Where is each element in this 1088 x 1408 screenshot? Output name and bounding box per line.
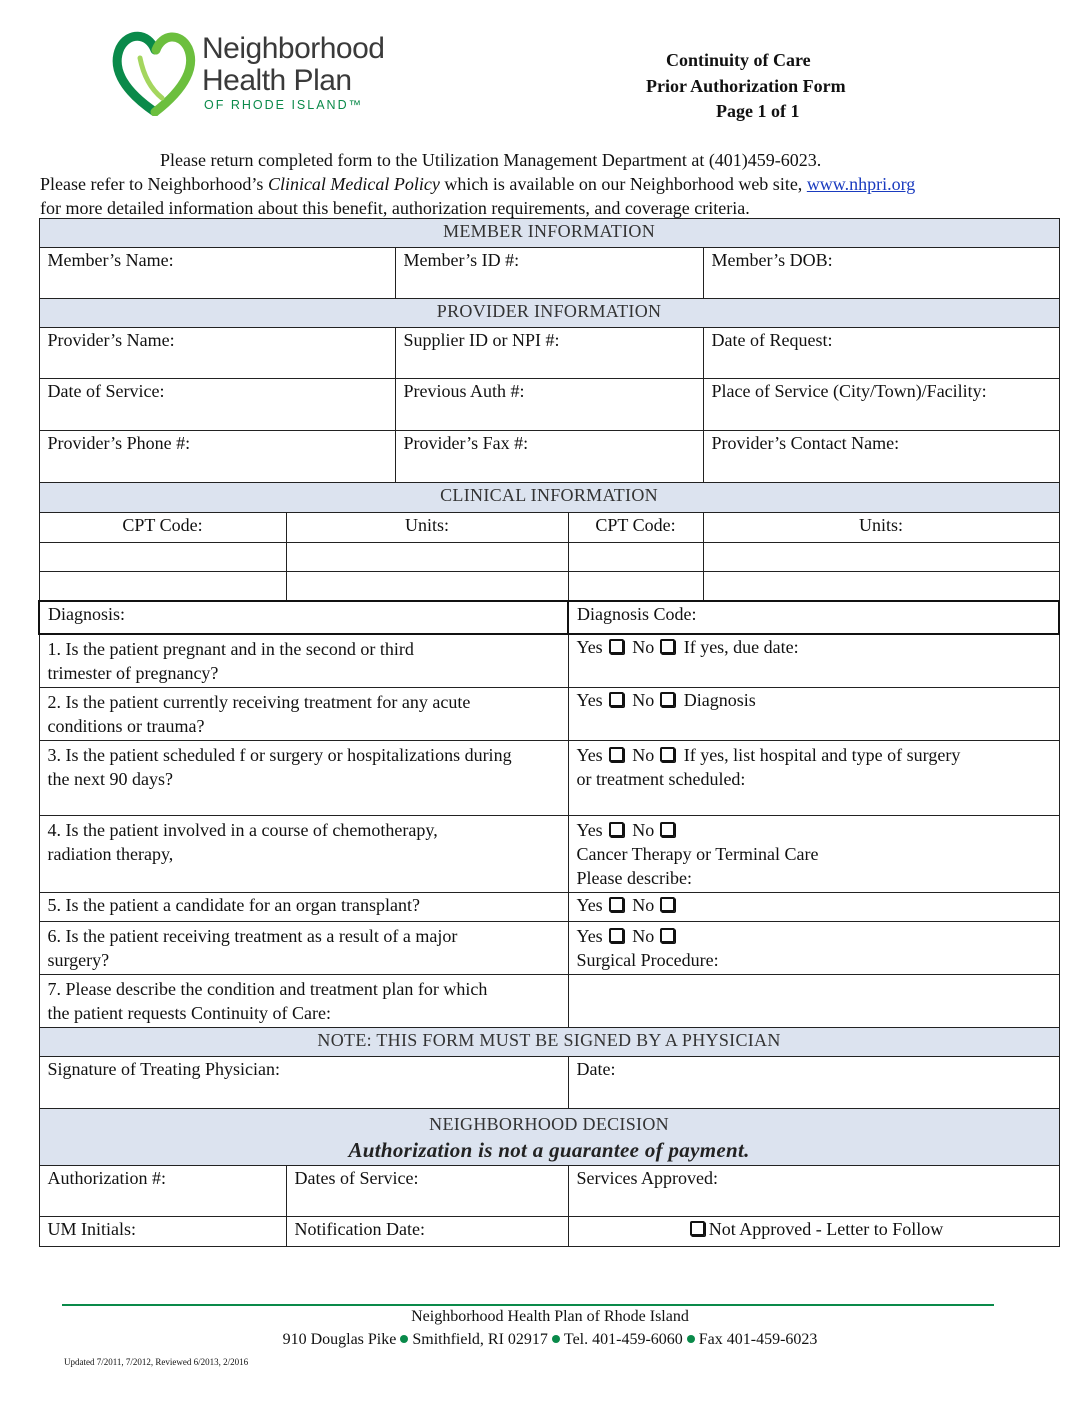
logo-line-3: OF RHODE ISLAND™: [204, 98, 364, 112]
provider-fax-field[interactable]: Provider’s Fax #:: [395, 431, 703, 483]
answer-3: [568, 740, 1059, 815]
question-4: 4. Is the patient involved in a course of chemotherapy, radiation therapy,: [39, 815, 568, 892]
units-cell[interactable]: [286, 543, 568, 572]
footer-divider: [62, 1304, 994, 1306]
surgery-prompt: If yes, list hospital and type of surgery: [683, 744, 961, 765]
member-section-heading: MEMBER INFORMATION: [39, 219, 1059, 248]
answer-2: [568, 687, 1059, 740]
um-initials-field[interactable]: UM Initials:: [39, 1216, 286, 1246]
yes-checkbox[interactable]: [609, 928, 624, 943]
treatment-prompt: or treatment scheduled:: [576, 768, 746, 789]
website-link[interactable]: www.nhpri.org: [806, 174, 916, 194]
units-header-2: Units:: [703, 513, 1059, 543]
question-3: 3. Is the patient scheduled f or surgery or hospitalizations during the next 90 days?: [39, 740, 568, 815]
provider-section-heading: PROVIDER INFORMATION: [39, 299, 1059, 328]
units-cell[interactable]: [703, 543, 1059, 572]
yes-checkbox[interactable]: [609, 692, 624, 707]
yes-checkbox[interactable]: [609, 639, 624, 654]
logo-line-1: Neighborhood: [202, 32, 385, 65]
yes-checkbox[interactable]: [609, 747, 624, 762]
cpt-code-cell[interactable]: [568, 572, 703, 601]
no-checkbox[interactable]: [660, 692, 675, 707]
bullet-icon: [552, 1335, 560, 1343]
units-cell[interactable]: [703, 572, 1059, 601]
place-of-service-field[interactable]: Place of Service (City/Town)/Facility:: [703, 379, 1059, 431]
question-1: 1. Is the patient pregnant and in the second or third trimester of pregnancy?: [39, 634, 568, 688]
diagnosis-label: Diagnosis: [683, 689, 756, 710]
footer-street: 910 Douglas Pike: [282, 1331, 397, 1348]
intro-text-a: Please refer to Neighborhood’s: [40, 174, 268, 194]
cancer-therapy-label: Cancer Therapy or Terminal Care: [576, 843, 819, 864]
form-subtitle: Prior Authorization Form: [646, 76, 846, 96]
no-label: No: [632, 744, 655, 765]
physician-signature-field[interactable]: Signature of Treating Physician:: [39, 1056, 568, 1108]
footer-city: Smithfield, RI 02917: [412, 1331, 548, 1348]
no-checkbox[interactable]: [660, 897, 675, 912]
answer-4: [568, 815, 1059, 892]
answer-5: [568, 892, 1059, 921]
intro-line-2: [40, 172, 915, 196]
logo: [110, 28, 410, 118]
member-dob-field[interactable]: Member’s DOB:: [703, 248, 1059, 299]
previous-auth-field[interactable]: Previous Auth #:: [395, 379, 703, 431]
policy-name: Clinical Medical Policy: [267, 174, 440, 194]
surgical-procedure-label: Surgical Procedure:: [576, 949, 719, 970]
notification-date-field[interactable]: Notification Date:: [286, 1216, 568, 1246]
decision-section-heading: [39, 1108, 1059, 1165]
question-5: 5. Is the patient a candidate for an organ transplant?: [39, 892, 568, 921]
no-checkbox[interactable]: [660, 747, 675, 762]
intro-line-1: Please return completed form to the Utilization Management Department at (401)459-6023.: [160, 150, 822, 170]
no-label: No: [632, 894, 655, 915]
cpt-code-cell[interactable]: [568, 543, 703, 572]
yes-label: Yes: [576, 819, 603, 840]
no-label: No: [632, 636, 655, 657]
yes-label: Yes: [576, 925, 603, 946]
logo-line-2: Health Plan: [202, 64, 352, 97]
intro-text-b: which is available on our Neighborhood web site,: [439, 174, 807, 194]
service-date-field[interactable]: Date of Service:: [39, 379, 395, 431]
diagnosis-code-field[interactable]: Diagnosis Code:: [568, 601, 1059, 634]
yes-checkbox[interactable]: [609, 822, 624, 837]
yes-label: Yes: [576, 744, 603, 765]
yes-label: Yes: [576, 894, 603, 915]
diagnosis-field[interactable]: Diagnosis:: [39, 601, 568, 634]
cpt-code-header-1: CPT Code:: [39, 513, 286, 543]
page-number: Page 1 of 1: [716, 101, 800, 121]
intro-line-3: for more detailed information about this benefit, authorization requirements, and coverage criteria.: [40, 198, 750, 218]
units-header-1: Units:: [286, 513, 568, 543]
signature-date-field[interactable]: Date:: [568, 1056, 1059, 1108]
footer-updated: Updated 7/2011, 7/2012, Reviewed 6/2013, 2/2016: [64, 1357, 249, 1367]
provider-phone-field[interactable]: Provider’s Phone #:: [39, 431, 395, 483]
bullet-icon: [400, 1335, 408, 1343]
member-name-field[interactable]: Member’s Name:: [39, 248, 395, 299]
not-approved-checkbox[interactable]: [690, 1221, 705, 1236]
request-date-field[interactable]: Date of Request:: [703, 328, 1059, 379]
units-cell[interactable]: [286, 572, 568, 601]
bullet-icon: [687, 1335, 695, 1343]
answer-7-field[interactable]: [568, 974, 1059, 1027]
answer-6: [568, 921, 1059, 974]
describe-label: Please describe:: [576, 867, 692, 888]
yes-label: Yes: [576, 689, 603, 710]
provider-name-field[interactable]: Provider’s Name:: [39, 328, 395, 379]
no-label: No: [632, 689, 655, 710]
decision-heading: NEIGHBORHOOD DECISION: [429, 1113, 669, 1134]
answer-1: [568, 634, 1059, 688]
no-label: No: [632, 925, 655, 946]
member-id-field[interactable]: Member’s ID #:: [395, 248, 703, 299]
no-checkbox[interactable]: [660, 822, 675, 837]
provider-contact-field[interactable]: Provider’s Contact Name:: [703, 431, 1059, 483]
form-title: Continuity of Care: [666, 50, 811, 70]
not-approved-label: Not Approved - Letter to Follow: [708, 1218, 944, 1239]
no-checkbox[interactable]: [660, 928, 675, 943]
question-7: 7. Please describe the condition and treatment plan for which the patient requests Continuity of Care:: [39, 974, 568, 1027]
cpt-code-cell[interactable]: [39, 572, 286, 601]
footer-org: Neighborhood Health Plan of Rhode Island: [411, 1308, 689, 1325]
due-date-label: If yes, due date:: [683, 636, 799, 657]
cpt-code-cell[interactable]: [39, 543, 286, 572]
question-2: 2. Is the patient currently receiving treatment for any acute conditions or trauma?: [39, 687, 568, 740]
payment-notice: Authorization is not a guarantee of payment.: [348, 1137, 750, 1162]
heart-logo-icon: [110, 28, 200, 116]
dates-of-service-field[interactable]: Dates of Service:: [286, 1165, 568, 1216]
footer-fax: Fax 401-459-6023: [698, 1331, 818, 1348]
yes-label: Yes: [576, 636, 603, 657]
authorization-number-field[interactable]: Authorization #:: [39, 1165, 286, 1216]
clinical-section-heading: CLINICAL INFORMATION: [39, 483, 1059, 513]
footer-phone: Tel. 401-459-6060: [563, 1331, 683, 1348]
footer-address: [0, 1331, 1088, 1349]
not-approved-option: [568, 1216, 1059, 1246]
no-label: No: [632, 819, 655, 840]
supplier-id-field[interactable]: Supplier ID or NPI #:: [395, 328, 703, 379]
signature-section-heading: NOTE: THIS FORM MUST BE SIGNED BY A PHYSICIAN: [39, 1027, 1059, 1056]
prior-auth-form: [38, 218, 1060, 1247]
services-approved-field[interactable]: Services Approved:: [568, 1165, 1059, 1216]
question-6: 6. Is the patient receiving treatment as a result of a major surgery?: [39, 921, 568, 974]
no-checkbox[interactable]: [660, 639, 675, 654]
yes-checkbox[interactable]: [609, 897, 624, 912]
cpt-code-header-2: CPT Code:: [568, 513, 703, 543]
